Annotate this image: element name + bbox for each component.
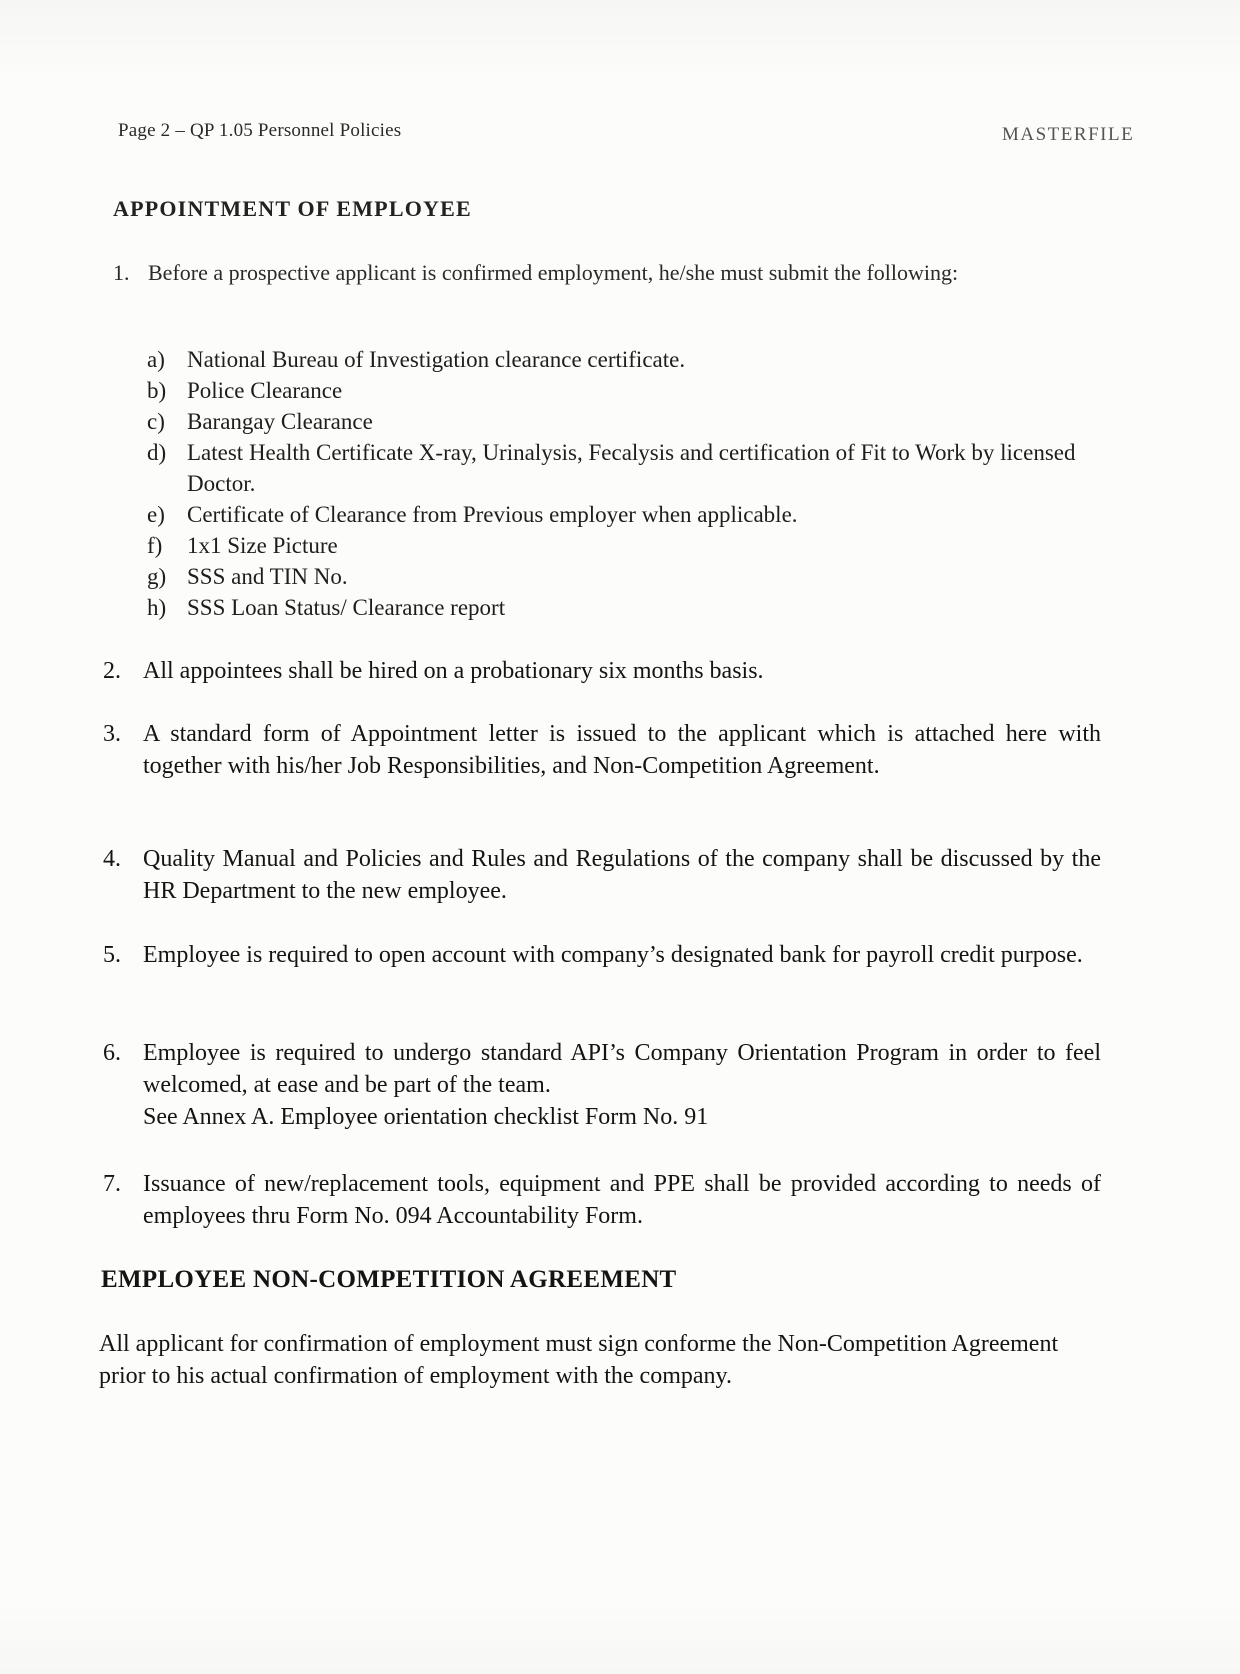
sublist-text: SSS and TIN No. — [187, 564, 348, 589]
list-item-text: Quality Manual and Policies and Rules and Regulations of the company shall be discussed by the HR Department to the new employee. — [143, 846, 1101, 904]
sublist-letter: c) — [147, 409, 165, 434]
sublist-letter: e) — [147, 502, 165, 527]
list-item-number: 2. — [103, 658, 121, 684]
list-item-number: 7. — [103, 1171, 121, 1197]
list-item-1 — [113, 258, 1073, 288]
list-item-2 — [103, 655, 1101, 687]
list-item-text: Issuance of new/replacement tools, equipment and PPE shall be provided according to needs of employees thru Form No. 094 Accountability Form. — [143, 1171, 1101, 1229]
list-item-text: Employee is required to open account with company’s designated bank for payroll credit purpose. — [143, 942, 1083, 968]
section-heading-appointment: APPOINTMENT OF EMPLOYEE — [113, 196, 472, 221]
sublist-letter: g) — [147, 564, 167, 589]
sublist-text: Latest Health Certificate X-ray, Urinalysis, Fecalysis and certification of Fit to Work by licensed Doctor. — [187, 440, 1076, 496]
list-item-text: Employee is required to undergo standard API’s Company Orientation Program in order to feel welcomed, at ease and be part of the team. — [143, 1040, 1101, 1098]
sublist-item-e — [147, 499, 1082, 530]
sublist-item-b — [147, 375, 1082, 406]
annex-reference: See Annex A. Employee orientation checklist Form No. 91 — [143, 1104, 709, 1130]
sublist-text: National Bureau of Investigation clearance certificate. — [187, 347, 686, 372]
sublist-item-h — [147, 592, 1082, 623]
list-item-number: 3. — [103, 721, 121, 747]
sublist-item-f — [147, 530, 1082, 561]
page-header: Page 2 – QP 1.05 Personnel Policies — [118, 120, 402, 141]
sublist-text: Barangay Clearance — [187, 409, 373, 434]
sublist-text: Police Clearance — [187, 378, 343, 403]
sublist-item-g — [147, 561, 1082, 592]
list-item-number: 4. — [103, 846, 121, 872]
masterfile-stamp: MASTERFILE — [1002, 124, 1135, 145]
sublist-letter: f) — [147, 533, 163, 558]
sublist-item-d — [147, 437, 1082, 499]
list-item-number: 5. — [103, 942, 121, 968]
sublist-text: 1x1 Size Picture — [187, 533, 338, 558]
list-item-3 — [103, 718, 1101, 782]
list-item-5 — [103, 939, 1101, 971]
list-item-text: Before a prospective applicant is confirmed employment, he/she must submit the following: — [148, 260, 959, 285]
sublist-item-a — [147, 344, 1082, 375]
sublist-letter: h) — [147, 595, 167, 620]
sublist-text: SSS Loan Status/ Clearance report — [187, 595, 506, 620]
requirements-sublist — [147, 344, 1082, 623]
list-item-text: All appointees shall be hired on a probationary six months basis. — [143, 658, 764, 684]
list-item-number: 1. — [113, 260, 130, 285]
sublist-letter: a) — [147, 347, 165, 372]
list-item-4 — [103, 843, 1101, 907]
list-item-text-block — [143, 1037, 1101, 1133]
sublist-letter: d) — [147, 440, 167, 465]
list-item-number: 6. — [103, 1040, 121, 1066]
list-item-7 — [103, 1168, 1101, 1232]
list-item-text: A standard form of Appointment letter is issued to the applicant which is attached here with together with his/her Job Responsibilities, and Non-Competition Agreement. — [143, 721, 1101, 779]
non-competition-paragraph: All applicant for confirmation of employment must sign conforme the Non-Competition Agreement prior to his actual confirmation of employment with the company. — [99, 1331, 1059, 1389]
list-item-6 — [103, 1037, 1101, 1133]
sublist-item-c — [147, 406, 1082, 437]
sublist-letter: b) — [147, 378, 167, 403]
section-heading-non-competition: EMPLOYEE NON-COMPETITION AGREEMENT — [101, 1266, 677, 1293]
sublist-text: Certificate of Clearance from Previous employer when applicable. — [187, 502, 798, 527]
